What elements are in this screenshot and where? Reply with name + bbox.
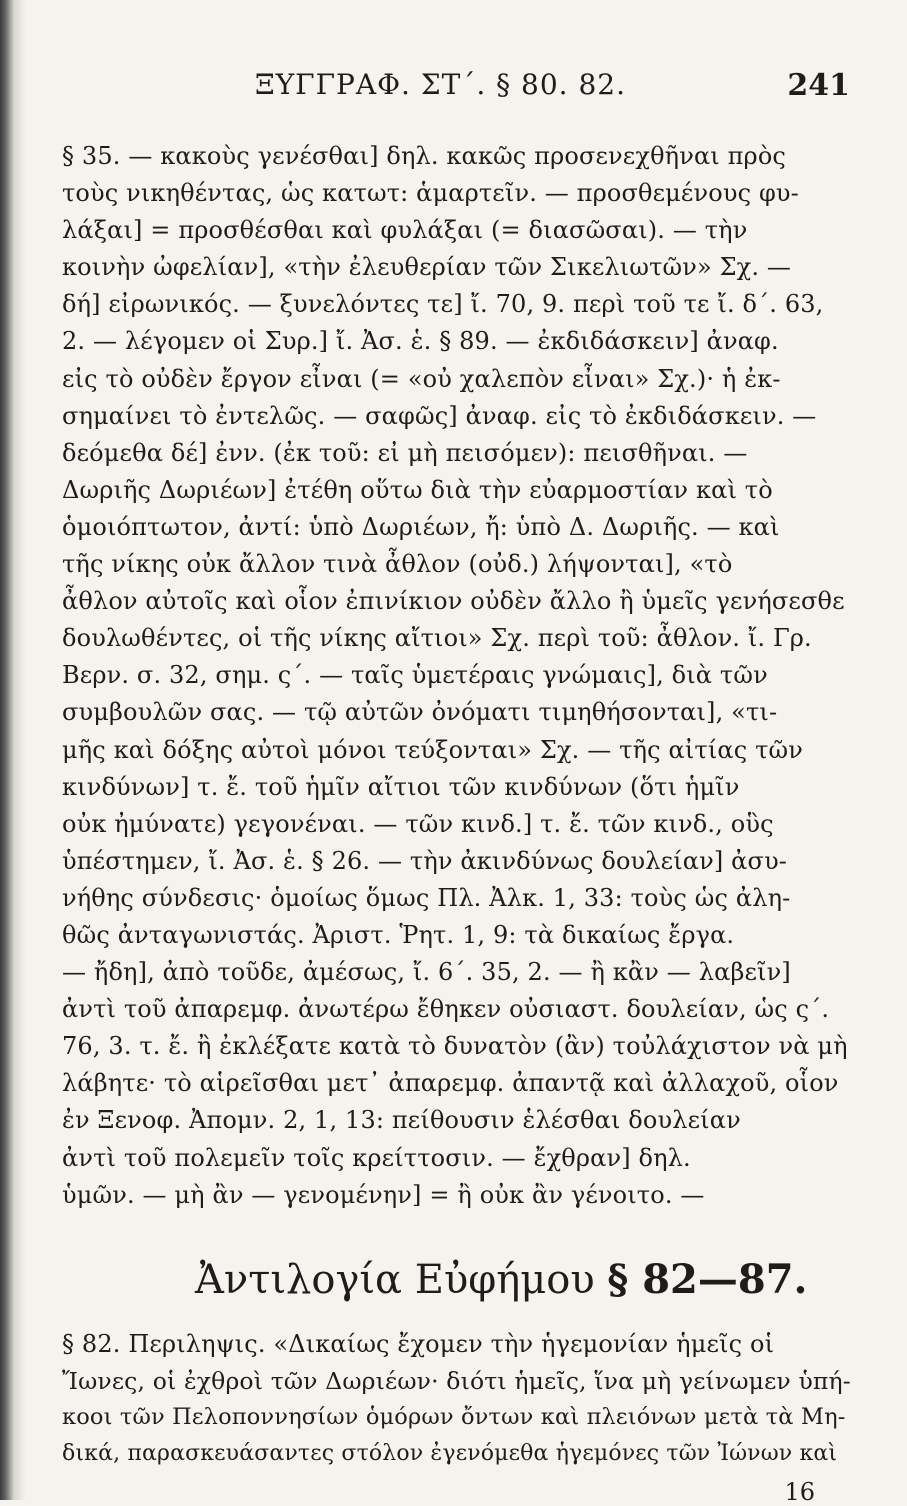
text-line: λάβητε· τὸ αἱρεῖσθαι μετ᾽ ἀπαρεμφ. ἀπαντᾷ καὶ ἀλλαχοῦ, οἷον — [62, 1069, 839, 1098]
text-line: — ἤδη], ἀπὸ τοῦδε, ἀμέσως, ἴ. 6΄. 35, 2. — ἢ κἂν — λαβεῖν] — [62, 958, 791, 987]
commentary-text — [62, 138, 852, 1214]
summary-text — [62, 1326, 852, 1472]
signature-mark: 16 — [784, 1478, 815, 1506]
text-line: συμβουλῶν σας. — τῷ αὐτῶν ὀνόματι τιμηθήσονται], «τι- — [62, 698, 778, 727]
text-line: εἰς τὸ οὐδὲν ἔργον εἶναι (= «οὐ χαλεπὸν εἶναι» Σχ.)· ἡ ἐκ- — [62, 364, 781, 393]
text-line: δουλωθέντες, οἱ τῆς νίκης αἴτιοι» Σχ. περὶ τοῦ: ἆθλον. ἴ. Γρ. — [62, 624, 812, 653]
text-line: κοινὴν ὠφελίαν], «τὴν ἐλευθερίαν τῶν Σικελιωτῶν» Σχ. — — [62, 253, 792, 282]
text-line: ἐν Ξενοφ. Ἀπομν. 2, 1, 13: πείθουσιν ἑλέσθαι δουλείαν — [62, 1106, 741, 1135]
page-number: 241 — [787, 68, 850, 103]
text-line: Βερν. σ. 32, σημ. ς΄. — ταῖς ὑμετέραις γνώμαις], διὰ τῶν — [62, 661, 768, 690]
text-line: τῆς νίκης οὐκ ἄλλον τινὰ ἆθλον (οὐδ.) λήψονται], «τὸ — [62, 550, 733, 579]
text-line: ἀντὶ τοῦ πολεμεῖν τοῖς κρείττοσιν. — ἔχθραν] δηλ. — [62, 1143, 691, 1172]
text-line: οὐκ ἠμύνατε) γεγονέναι. — τῶν κινδ.] τ. ἔ. τῶν κινδ., οὓς — [62, 809, 774, 838]
text-line: 2. — λέγομεν οἱ Συρ.] ἴ. Ἀσ. ἑ. § 89. — ἐκδιδάσκειν] ἀναφ. — [62, 327, 779, 356]
section-heading — [195, 1256, 807, 1303]
text-line: ἀντὶ τοῦ ἀπαρεμφ. ἀνωτέρω ἔθηκεν οὐσιαστ. δουλείαν, ὡς ς΄. — [62, 995, 830, 1024]
running-head: ΞΥΓΓΡΑΦ. ΣΤ΄. § 80. 82. — [255, 68, 626, 101]
text-line: δικά, παρασκευάσαντες στόλον ἐγενόμεθα ἡγεμόνες τῶν Ἰώνων καὶ — [62, 1440, 838, 1466]
page-header — [130, 68, 850, 108]
text-line: § 82. Περιληψις. «Δικαίως ἔχομεν τὴν ἡγεμονίαν ἡμεῖς οἱ — [62, 1330, 775, 1358]
text-line: δή] εἰρωνικός. — ξυνελόντες τε] ἴ. 70, 9. περὶ τοῦ τε ἴ. δ΄. 63, — [62, 290, 824, 319]
text-line: ὑμῶν. — μὴ ἂν — γενομένην] = ἢ οὐκ ἂν γένοιτο. — — [62, 1180, 705, 1209]
text-line: Ἴωνες, οἱ ἐχθροὶ τῶν Δωριέων· διότι ἡμεῖς, ἵνα μὴ γείνωμεν ὑπή- — [62, 1366, 851, 1395]
text-line: 76, 3. τ. ἔ. ἢ ἐκλέξατε κατὰ τὸ δυνατὸν (ἂν) τοὐλάχιστον νὰ μὴ — [62, 1032, 848, 1061]
text-line: Δωριῆς Δωριέων] ἐτέθη οὕτω διὰ τὴν εὐαρμοστίαν καὶ τὸ — [62, 475, 773, 504]
text-line: κινδύνων] τ. ἔ. τοῦ ἡμῖν αἴτιοι τῶν κινδύνων (ὅτι ἡμῖν — [62, 772, 740, 801]
text-line: θῶς ἀνταγωνιστάς. Ἀριστ. Ῥητ. 1, 9: τὰ δικαίως ἔργα. — [62, 920, 735, 949]
section-range: § 82—87. — [607, 1256, 808, 1303]
text-line: νήθης σύνδεσις· ὁμοίως ὅμως Πλ. Ἀλκ. 1, 33: τοὺς ὡς ἀλη- — [62, 883, 791, 912]
text-line: § 35. — κακοὺς γενέσθαι] δηλ. κακῶς προσενεχθῆναι πρὸς — [62, 142, 787, 170]
text-line: σημαίνει τὸ ἐντελῶς. — σαφῶς] ἀναφ. εἰς τὸ ἐκδιδάσκειν. — — [62, 401, 817, 430]
text-line: μῆς καὶ δόξης αὐτοὶ μόνοι τεύξονται» Σχ. — τῆς αἰτίας τῶν — [62, 735, 804, 764]
section-title: Ἀντιλογία Εὐφήμου — [195, 1257, 595, 1303]
text-line: τοὺς νικηθέντας, ὡς κατωτ: ἁμαρτεῖν. — προσθεμένους φυ- — [62, 179, 799, 208]
text-line: ὁμοιόπτωτον, ἀντί: ὑπὸ Δωριέων, ἤ: ὑπὸ Δ. Δωριῆς. — καὶ — [62, 512, 780, 541]
text-line: λάξαι] = προσθέσθαι καὶ φυλάξαι (= διασῶσαι). — τὴν — [62, 216, 748, 245]
text-line: κοοι τῶν Πελοποννησίων ὁμόρων ὄντων καὶ πλειόνων μετὰ τὰ Μη- — [62, 1404, 846, 1430]
text-line: ἆθλον αὐτοῖς καὶ οἷον ἐπινίκιον οὐδὲν ἄλλο ἢ ὑμεῖς γενήσεσθε — [62, 587, 845, 616]
text-line: δεόμεθα δέ] ἐνν. (ἐκ τοῦ: εἰ μὴ πεισόμεν): πεισθῆναι. — — [62, 438, 748, 467]
text-line: ὑπέστημεν, ἴ. Ἀσ. ἑ. § 26. — τὴν ἀκινδύνως δουλείαν] ἀσυ- — [62, 846, 788, 875]
